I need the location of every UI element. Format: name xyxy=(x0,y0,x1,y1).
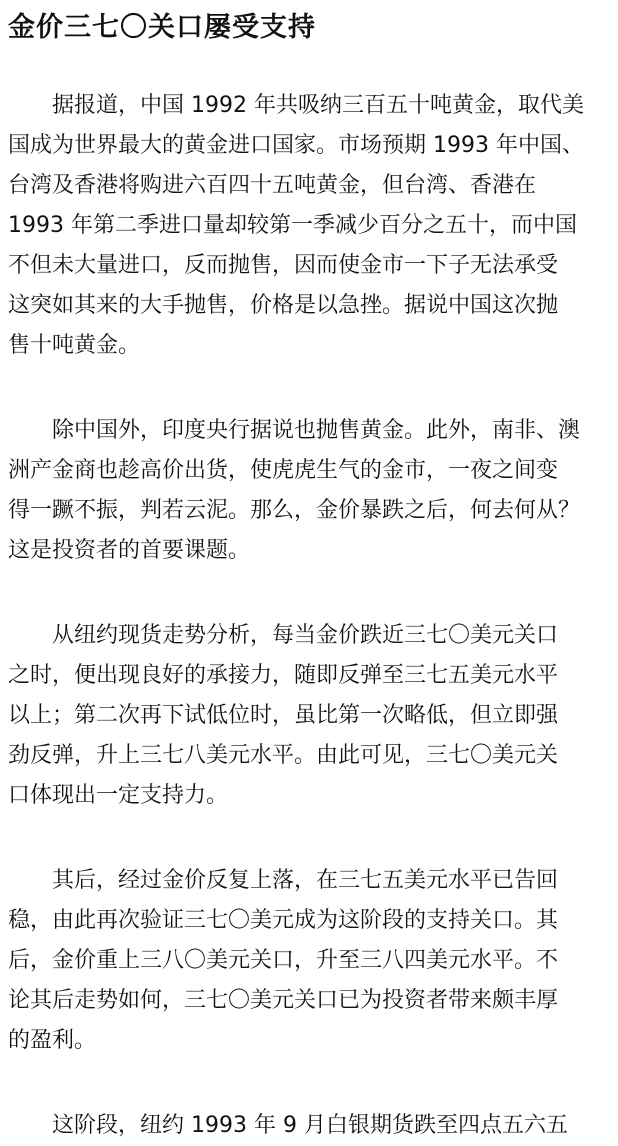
text-line: 其后，经过金价反复上落，在三七五美元水平已告回 xyxy=(52,868,559,893)
text-line: 台湾及香港将购进六百四十五吨黄金，但台湾、香港在 xyxy=(8,173,537,198)
text-line: 据报道，中国 1992 年共吸纳三百五十吨黄金，取代美 xyxy=(52,93,584,118)
text-line: 口体现出一定支持力。 xyxy=(8,783,229,808)
paragraph-gap xyxy=(0,571,618,616)
article-title: 金价三七〇关口屡受支持 xyxy=(8,12,316,43)
text-line: 论其后走势如何，三七〇美元关口已为投资者带来颇丰厚 xyxy=(8,988,559,1013)
paragraph xyxy=(0,861,618,1061)
text-line: 以上；第二次再下试低位时，虽比第一次略低，但立即强 xyxy=(8,703,559,728)
article-body xyxy=(0,86,618,1146)
paragraph xyxy=(0,86,618,366)
text-line: 之时，便出现良好的承接力，随即反弹至三七五美元水平 xyxy=(8,663,559,688)
paragraph xyxy=(0,616,618,816)
text-line: 后，金价重上三八〇美元关口，升至三八四美元水平。不 xyxy=(8,948,559,973)
text-line: 除中国外，印度央行据说也抛售黄金。此外，南非、澳 xyxy=(52,418,581,443)
text-line: 从纽约现货走势分析，每当金价跌近三七〇美元关口 xyxy=(52,623,559,648)
text-line: 售十吨黄金。 xyxy=(8,333,141,358)
paragraph xyxy=(0,1106,618,1146)
text-line: 这阶段，纽约 1993 年 9 月白银期货跌至四点五六五 xyxy=(52,1113,568,1138)
paragraph xyxy=(0,411,618,571)
text-line: 国成为世界最大的黄金进口国家。市场预期 1993 年中国、 xyxy=(8,133,584,158)
text-line: 这是投资者的首要课题。 xyxy=(8,538,251,563)
text-line: 这突如其来的大手抛售，价格是以急挫。据说中国这次抛 xyxy=(8,293,559,318)
paragraph-gap xyxy=(0,816,618,861)
paragraph-gap xyxy=(0,1061,618,1106)
text-line: 的盈利。 xyxy=(8,1028,97,1053)
text-line: 得一蹶不振，判若云泥。那么，金价暴跌之后，何去何从？ xyxy=(8,498,581,523)
text-line: 劲反弹，升上三七八美元水平。由此可见，三七〇美元关 xyxy=(8,743,559,768)
paragraph-gap xyxy=(0,366,618,411)
text-line: 洲产金商也趁高价出货，使虎虎生气的金市，一夜之间变 xyxy=(8,458,559,483)
text-line: 1993 年第二季进口量却较第一季减少百分之五十，而中国 xyxy=(8,213,577,238)
text-line: 不但未大量进口，反而抛售，因而使金市一下子无法承受 xyxy=(8,253,559,278)
text-line: 稳，由此再次验证三七〇美元成为这阶段的支持关口。其 xyxy=(8,908,559,933)
